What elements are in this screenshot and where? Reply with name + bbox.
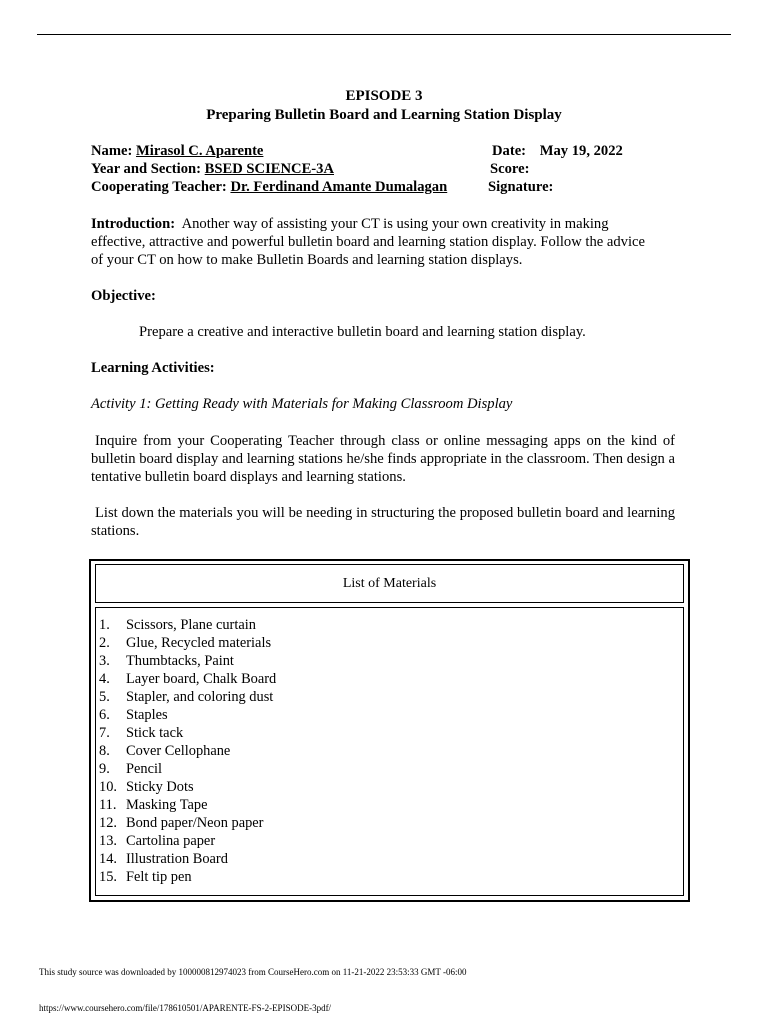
list-item [99, 670, 276, 688]
list-item [99, 832, 276, 850]
list-item-number: 3. [99, 653, 110, 669]
list-item [99, 760, 276, 778]
list-item [99, 778, 276, 796]
list-item-text: Scissors, Plane curtain [126, 617, 256, 633]
list-item-number: 14. [99, 851, 117, 867]
instruction-paragraph-2: List down the materials you will be needing in structuring the proposed bulletin board and learning stations. [91, 505, 675, 539]
activity-title: Activity 1: Getting Ready with Materials for Making Classroom Display [91, 396, 513, 412]
list-item-text: Felt tip pen [126, 869, 192, 885]
list-item [99, 688, 276, 706]
name-value: Mirasol C. Aparente [136, 143, 264, 159]
materials-table-header: List of Materials [95, 564, 684, 603]
date-value: May 19, 2022 [539, 143, 623, 159]
list-item-number: 2. [99, 635, 110, 651]
list-item-text: Cartolina paper [126, 833, 216, 849]
introduction-paragraph [91, 215, 651, 269]
list-item-number: 15. [99, 869, 117, 885]
list-item [99, 652, 276, 670]
list-item-text: Glue, Recycled materials [126, 635, 272, 651]
list-item [99, 742, 276, 760]
download-note: This study source was downloaded by 100000812974023 from CourseHero.com on 11-21-2022 23:53:33 GMT -06:00 [39, 967, 467, 977]
objective-text: Prepare a creative and interactive bulletin board and learning station display. [139, 324, 586, 340]
list-item-number: 13. [99, 833, 117, 849]
list-item-number: 6. [99, 707, 110, 723]
list-item-text: Sticky Dots [126, 779, 194, 795]
list-item-text: Layer board, Chalk Board [126, 671, 277, 687]
list-item-number: 11. [99, 797, 117, 813]
list-item-text: Staples [126, 707, 168, 723]
list-item [99, 706, 276, 724]
learning-activities-label: Learning Activities: [91, 360, 215, 376]
list-item-number: 1. [99, 617, 110, 633]
list-item-number: 4. [99, 671, 110, 687]
materials-list [99, 616, 276, 886]
teacher-row [91, 179, 447, 196]
list-item [99, 850, 276, 868]
list-item [99, 616, 276, 634]
list-item-text: Bond paper/Neon paper [126, 815, 264, 831]
introduction-label: Introduction: [91, 216, 176, 232]
list-item [99, 796, 276, 814]
score-label: Score: [490, 161, 530, 177]
source-url: https://www.coursehero.com/file/178610501/APARENTE-FS-2-EPISODE-3pdf/ [39, 1003, 332, 1013]
teacher-value: Dr. Ferdinand Amante Dumalagan [230, 179, 448, 195]
list-item-text: Stapler, and coloring dust [126, 689, 274, 705]
top-divider [37, 34, 731, 35]
list-item [99, 868, 276, 886]
teacher-label: Cooperating Teacher: [91, 179, 227, 195]
materials-table [89, 559, 690, 902]
episode-heading: EPISODE 3 [345, 88, 423, 104]
list-item-number: 8. [99, 743, 110, 759]
page-title: Preparing Bulletin Board and Learning Station Display [206, 107, 562, 123]
list-item-text: Cover Cellophane [126, 743, 231, 759]
list-item-number: 12. [99, 815, 117, 831]
signature-label: Signature: [488, 179, 554, 195]
materials-table-body [95, 607, 684, 896]
list-item [99, 814, 276, 832]
list-item [99, 634, 276, 652]
introduction-text: Another way of assisting your CT is using your own creativity in making effective, attractive and powerful bulletin board and learning station display. Follow the advice of your CT on how to make Bulletin Boards and learning station displays. [91, 216, 645, 268]
date-label: Date: [492, 143, 527, 159]
list-item-number: 5. [99, 689, 110, 705]
name-label: Name: [91, 143, 133, 159]
list-item [99, 724, 276, 742]
objective-label: Objective: [91, 288, 156, 304]
date-row [492, 143, 623, 160]
name-row [91, 143, 263, 160]
year-label: Year and Section: [91, 161, 201, 177]
list-item-text: Thumbtacks, Paint [126, 653, 234, 669]
year-value: BSED SCIENCE-3A [204, 161, 335, 177]
list-item-text: Stick tack [126, 725, 184, 741]
instruction-paragraph-1: Inquire from your Cooperating Teacher through class or online messaging apps on the kind of bulletin board display and learning stations he/she finds appropriate in the classroom. Then design a tentative bulletin board displays and learning stations. [91, 433, 675, 485]
list-item-number: 10. [99, 779, 117, 795]
year-row [91, 161, 334, 178]
list-item-text: Illustration Board [126, 851, 228, 867]
list-item-text: Pencil [126, 761, 162, 777]
list-item-text: Masking Tape [126, 797, 208, 813]
list-item-number: 9. [99, 761, 110, 777]
list-item-number: 7. [99, 725, 110, 741]
